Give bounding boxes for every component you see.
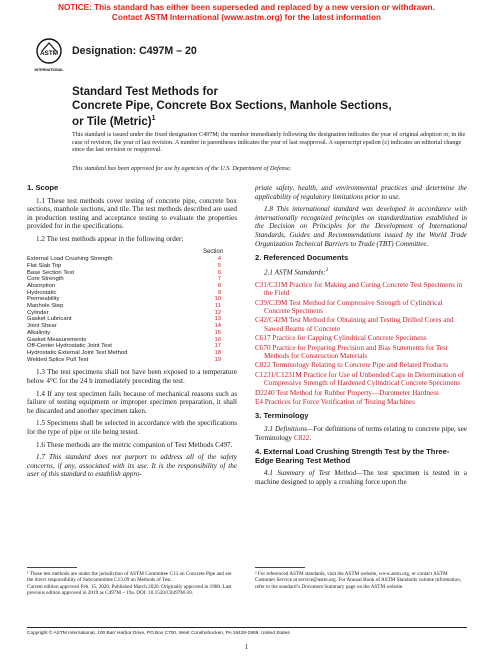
- reference-code[interactable]: C39/C39M: [255, 298, 288, 307]
- notice-line-2: Contact ASTM International (www.astm.org) for the latest information: [111, 13, 382, 22]
- reference-item[interactable]: [255, 344, 467, 361]
- section-name: Alkalinity: [27, 329, 51, 336]
- section-number-link[interactable]: 15: [214, 329, 221, 336]
- reference-item[interactable]: [255, 334, 467, 342]
- section-number-link[interactable]: 9: [217, 289, 221, 296]
- reference-list: [255, 281, 467, 407]
- para-1-3: 1.3 The test specimens shall not have been exposed to a temperature below 4°C for the 24 h immediately preceding the test.: [27, 368, 237, 385]
- section-name: Gasket Lubricant: [27, 316, 72, 323]
- section-number-link[interactable]: 14: [214, 323, 221, 330]
- section-name: Cylinder: [27, 309, 49, 316]
- reference-title[interactable]: Practice for Preparing Precision and Bias Statements for Test Methods for Construction Materials: [264, 343, 448, 360]
- reference-title[interactable]: Test Method for Compressive Strength of Cylindrical Concrete Specimens: [264, 298, 443, 315]
- section-list: [27, 256, 237, 363]
- section-row: [27, 350, 237, 357]
- section-number-link[interactable]: 13: [214, 316, 221, 323]
- section-name: Welded Splice Pull Test: [27, 356, 89, 363]
- reference-title[interactable]: Practices for Force Verification of Testing Machines: [264, 398, 415, 407]
- para-1-4: 1.4 If any test specimen fails because of mechanical reasons such as failure of testing equipment or improper specimen preparation, it shall be discarded and another specimen taken.: [27, 389, 237, 415]
- section-column-label: Section: [202, 248, 223, 255]
- section-name: Manhole Step: [27, 303, 64, 310]
- reference-title[interactable]: Practice for Use of Unbonded Caps in Determination of Compressive Strength of Hardened Cylindrical Concrete Specimens: [264, 370, 465, 388]
- footnote-1: ¹ These test methods are under the jurisdiction of ASTM Committee C13 on Concrete Pipe and are the direct responsibility of Subcommittee C13.09 on Methods of Test. Current edition approved Feb. 15, 2020. Published March 2020. Originally approved in 1980. Last previous edition approved in 2019 as C497M – 19a. DOI: 10.1520/C0497M-20.: [27, 571, 232, 596]
- section-name: Core Strength: [27, 276, 64, 283]
- astm-logo: [34, 38, 64, 76]
- terminology-heading: 3. Terminology: [255, 411, 309, 421]
- reference-title[interactable]: Test Method for Obtaining and Testing Drilled Cores and Sawed Beams of Concrete: [264, 316, 454, 333]
- footer-rule: [27, 627, 467, 628]
- notice-line-1: NOTICE: This standard has either been superseded and replaced by a new version or withdrawn.: [58, 3, 435, 12]
- reference-code[interactable]: C1231/C1231M: [255, 370, 302, 379]
- reference-title[interactable]: Practice for Making and Curing Concrete Test Specimens in the Field: [264, 280, 463, 298]
- section-row: [27, 316, 237, 323]
- referenced-documents-heading: 2. Referenced Documents: [255, 253, 349, 263]
- para-1-7: 1.7 This standard does not purport to address all of the safety concerns, if any, associated with its use. It is the responsibility of the user of this standard to establish appro-: [27, 453, 237, 479]
- reference-item[interactable]: [255, 361, 467, 369]
- reference-code[interactable]: D2240: [255, 388, 275, 397]
- page-number: 1: [244, 643, 249, 651]
- reference-item[interactable]: [255, 371, 467, 388]
- reference-code[interactable]: C670: [255, 343, 271, 352]
- section-row: [27, 323, 237, 330]
- reference-item[interactable]: [255, 316, 467, 333]
- issuance-note: This standard is issued under the fixed designation C497M; the number immediately following the designation indicates the year of original adoption or, in the case of revision, the year of last revision. A number in parentheses indicates the year of last reapproval. A superscript epsilon (ε) indicates an editorial change since the last revision or reapproval.: [72, 131, 466, 154]
- document-title: [72, 85, 462, 128]
- reference-code[interactable]: E4: [255, 398, 263, 407]
- section-name: Gasket Measurements: [27, 336, 87, 343]
- scope-heading: 1. Scope: [27, 183, 59, 192]
- section-number-link[interactable]: 16: [214, 336, 221, 343]
- reference-title[interactable]: Test Method for Rubber Property—Durometer Hardness: [276, 388, 439, 397]
- section-name: Joint Shear: [27, 323, 57, 330]
- section-row: [27, 276, 237, 283]
- reference-item[interactable]: [255, 389, 467, 397]
- left-column: [27, 184, 237, 483]
- section-row: [27, 256, 237, 263]
- para-1-5: 1.5 Specimens shall be selected in accordance with the specifications for the type of pipe or tile being tested.: [27, 419, 237, 436]
- section-name: Hydrostatic: [27, 289, 57, 296]
- reference-code[interactable]: C42/C42M: [255, 316, 288, 325]
- section-row: [27, 337, 237, 344]
- section-row: [27, 303, 237, 310]
- section-name: Permeability: [27, 296, 60, 303]
- reference-title[interactable]: Terminology Relating to Concrete Pipe and Related Products: [272, 361, 449, 370]
- reference-item[interactable]: [255, 281, 467, 298]
- para-1-6: 1.6 These methods are the metric companion of Test Methods C497.: [36, 440, 233, 449]
- section-number-link[interactable]: 19: [214, 356, 221, 363]
- external-load-heading: 4. External Load Crushing Strength Test by the Three-Edge Bearing Test Method: [255, 447, 450, 465]
- reference-code[interactable]: C31/C31M: [255, 280, 288, 289]
- logo-text: ASTM: [39, 50, 59, 57]
- section-number-link[interactable]: 8: [217, 282, 221, 289]
- section-number-link[interactable]: 17: [214, 343, 221, 350]
- footnote-2: ² For referenced ASTM standards, visit the ASTM website, www.astm.org, or contact ASTM Customer Service at service@astm.org. For Annual Book of ASTM Standards volume information, refer to the standard’s Document Summary page on the ASTM website.: [255, 571, 462, 590]
- para-3-1: 3.1 Definitions—For definitions of terms relating to concrete pipe, see Terminology C822.: [255, 425, 467, 442]
- reference-code[interactable]: C617: [255, 334, 271, 343]
- para-2-1: 2.1 ASTM Standards:$^2$: [264, 267, 329, 277]
- section-number-link[interactable]: 7: [217, 276, 221, 283]
- section-number-link[interactable]: 4: [217, 256, 221, 263]
- reference-title[interactable]: Practice for Capping Cylindrical Concrete Specimens: [272, 334, 427, 343]
- para-4-1: 4.1 Summary of Test Method—The test specimen is tested in a machine designed to apply a crushing force upon the: [255, 469, 467, 486]
- section-row: [27, 290, 237, 297]
- para-1-1: 1.1 These test methods cover testing of concrete pipe, concrete box sections, manhole sections, and tile. The test methods described are used in production testing and acceptance testing to evaluate the properties provided for in the specifications.: [27, 196, 237, 231]
- footnote-rule-right: [255, 567, 305, 568]
- section-name: Off-Center Hydrostatic Joint Test: [27, 343, 112, 350]
- title-line-3: or Tile (Metric)$^1$: [72, 114, 156, 128]
- para-1-2: 1.2 The test methods appear in the following order:: [36, 234, 184, 243]
- section-row: [27, 330, 237, 337]
- section-number-link[interactable]: 12: [214, 309, 221, 316]
- section-number-link[interactable]: 6: [217, 269, 221, 276]
- section-name: Hydrostatic External Joint Test Method: [27, 350, 128, 356]
- designation: Designation: C497M – 20: [72, 45, 197, 57]
- para-1-8: 1.8 This international standard was developed in accordance with internationally recognized principles on standardization established in the Decision on Principles for the Development of International Standards, Guides and Recommendations issued by the World Trade Organization Technical Barriers to Trade (TBT) Committee.: [255, 205, 467, 248]
- right-column: [255, 184, 467, 491]
- section-number-link[interactable]: 11: [214, 303, 221, 310]
- section-row: [27, 343, 237, 350]
- section-number-link[interactable]: 10: [214, 296, 221, 303]
- section-name: Absorption: [27, 282, 56, 289]
- section-name: Base Section Test: [27, 269, 75, 276]
- copyright-footer: Copyright © ASTM International, 100 Barr Harbor Drive, PO Box C700, West Conshohocken, PA 19428-2959. United States: [27, 631, 290, 636]
- title-footnote-mark: 1: [151, 115, 156, 122]
- section-row: [27, 296, 237, 303]
- logo-subtext: INTERNATIONAL: [34, 68, 64, 72]
- title-line-1: Standard Test Methods for: [72, 85, 219, 98]
- dod-approval-note: This standard has been approved for use by agencies of the U.S. Department of Defense.: [72, 165, 292, 172]
- para-1-7-cont: priate safety, health, and environmental practices and determine the applicability of regulatory limitations prior to use.: [255, 184, 467, 201]
- supersede-notice: [0, 3, 493, 23]
- reference-item[interactable]: [255, 299, 467, 316]
- section-row: [27, 357, 237, 364]
- section-row: [27, 283, 237, 290]
- footnote-rule-left: [27, 567, 77, 568]
- reference-code[interactable]: C822: [255, 361, 271, 370]
- section-number-link[interactable]: 18: [214, 350, 221, 356]
- reference-item[interactable]: [255, 398, 467, 406]
- section-row: [27, 270, 237, 277]
- title-line-2: Concrete Pipe, Concrete Box Sections, Manhole Sections,: [72, 98, 392, 112]
- section-name: Flat Slab Top: [27, 262, 62, 269]
- section-row: [27, 310, 237, 317]
- section-number-link[interactable]: 5: [217, 262, 221, 269]
- link-c822[interactable]: C822: [293, 433, 310, 442]
- section-row: [27, 263, 237, 270]
- section-name: External Load Crushing Strength: [27, 256, 113, 263]
